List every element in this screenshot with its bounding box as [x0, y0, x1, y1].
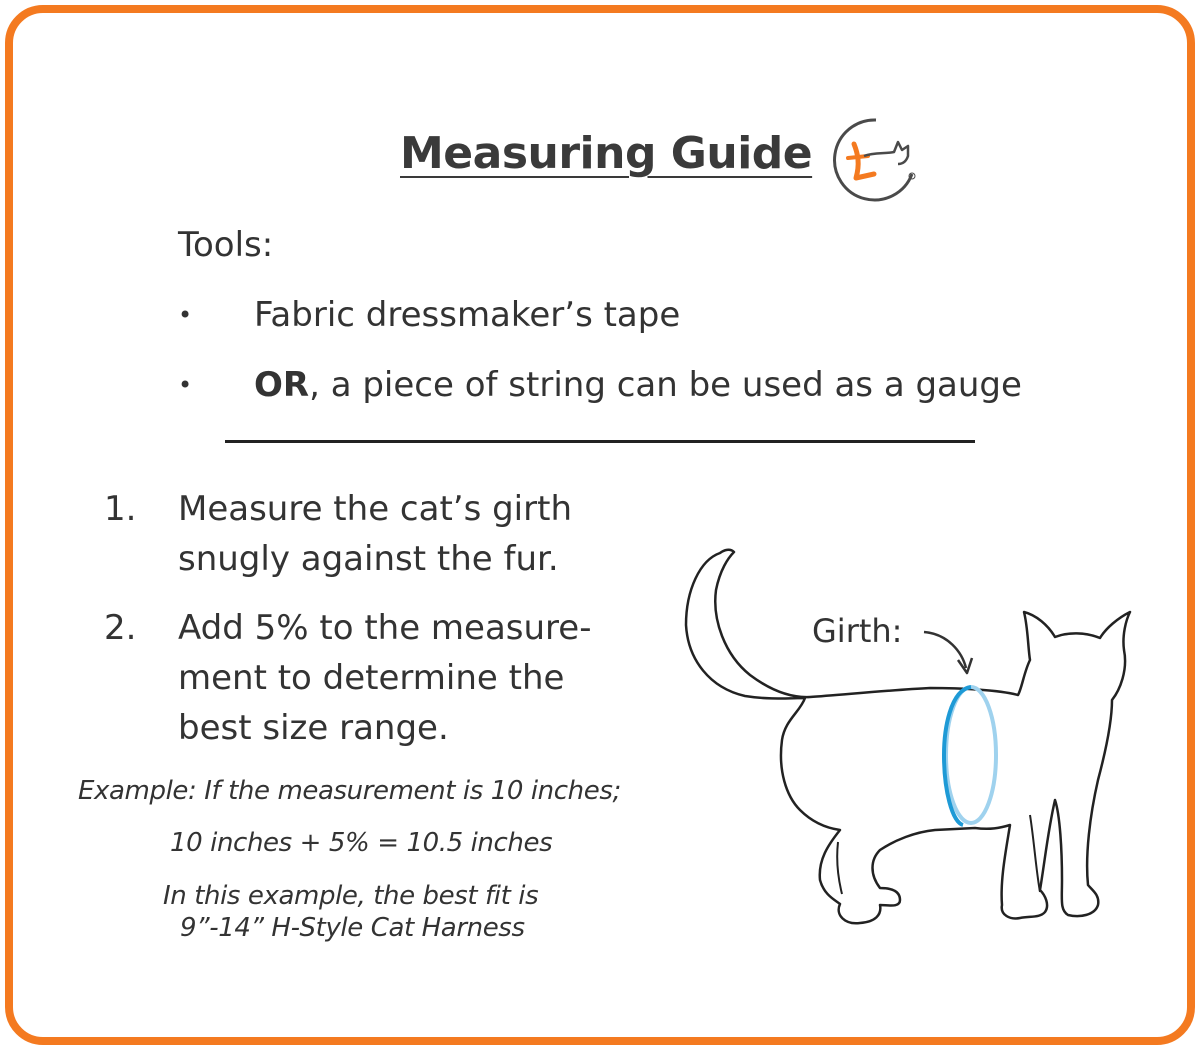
step-text: Add 5% to the measure- ment to determine the best size range.	[178, 608, 592, 748]
step-text: Measure the cat’s girth snugly against the fur.	[178, 489, 572, 579]
example-result-product: 9”-14” H-Style Cat Harness	[180, 913, 525, 943]
bullet: •	[178, 301, 193, 329]
tool-item-label: Fabric dressmaker’s tape	[254, 295, 681, 335]
step-number: 2.	[104, 608, 137, 648]
example-intro: Example: If the measurement is 10 inches;	[78, 776, 621, 806]
tool-item-label: OR, a piece of string can be used as a gauge	[254, 365, 1022, 405]
example-calculation: 10 inches + 5% = 10.5 inches	[170, 828, 553, 858]
bullet: •	[178, 371, 193, 399]
tools-heading: Tools:	[178, 225, 274, 265]
step-number: 1.	[104, 489, 137, 529]
cat-silhouette-icon	[660, 530, 1140, 950]
emphasis-or: OR	[254, 365, 310, 405]
section-divider	[225, 440, 975, 443]
example-result-line: In this example, the best fit is	[163, 881, 539, 911]
girth-label: Girth:	[812, 612, 903, 650]
page-title: Measuring Guide	[400, 128, 813, 179]
cat-harness-brand-logo-icon	[824, 112, 920, 202]
